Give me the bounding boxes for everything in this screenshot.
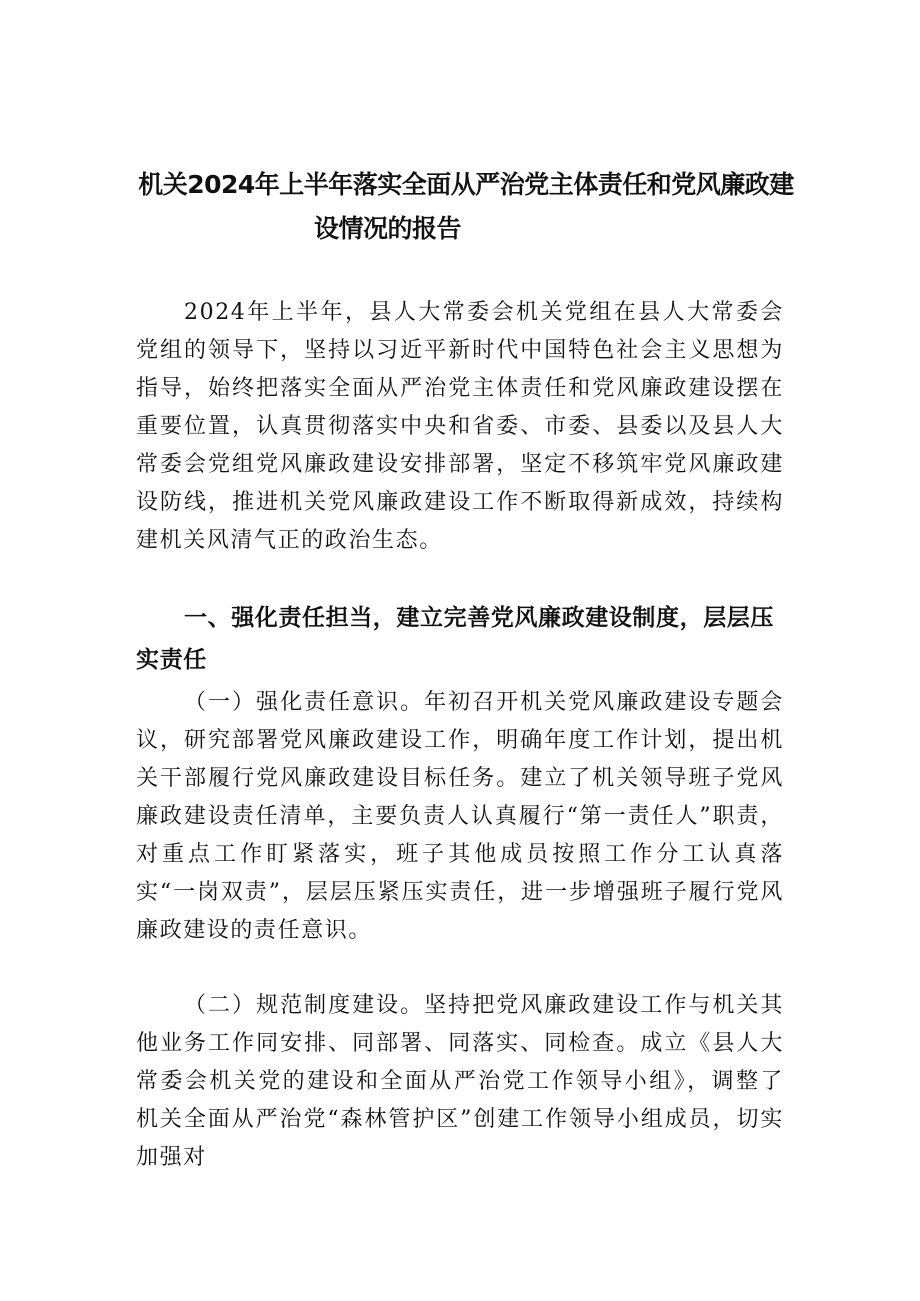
title-line-1: 机关2024年上半年落实全面从严治党主体责任和党风廉政建 [138,170,794,199]
document-title [136,163,796,251]
section-heading-1: 一、强化责任担当，建立完善党风廉政建设制度，层层压实责任 [136,605,774,673]
subsection-paragraph-2: （二）规范制度建设。坚持把党风廉政建设工作与机关其他业务工作同安排、同部署、同落实、同检查。成立《县人大常委会机关党的建设和全面从严治党工作领导小组》，调整了机关全面从严治党“森林管护区”创建工作领导小组成员，切实加强对 [136,993,784,1170]
title-line-2: 设情况的报告 [314,214,462,243]
intro-paragraph: 2024年上半年，县人大常委会机关党组在县人大常委会党组的领导下，坚持以习近平新时代中国特色社会主义思想为指导，始终把落实全面从严治党主体责任和党风廉政建设摆在重要位置，认真贯彻落实中央和省委、市委、县委以及县人大常委会党组党风廉政建设安排部署，坚定不移筑牢党风廉政建设防线，推进机关党风廉政建设工作不断取得新成效，持续构建机关风清气正的政治生态。 [136,300,784,553]
subsection-paragraph-1: （一）强化责任意识。年初召开机关党风廉政建设专题会议，研究部署党风廉政建设工作，明确年度工作计划，提出机关干部履行党风廉政建设目标任务。建立了机关领导班子党风廉政建设责任清单，主要负责人认真履行“第一责任人”职责，对重点工作盯紧落实，班子其他成员按照工作分工认真落实“一岗双责”，层层压紧压实责任，进一步增强班子履行党风廉政建设的责任意识。 [136,690,784,943]
